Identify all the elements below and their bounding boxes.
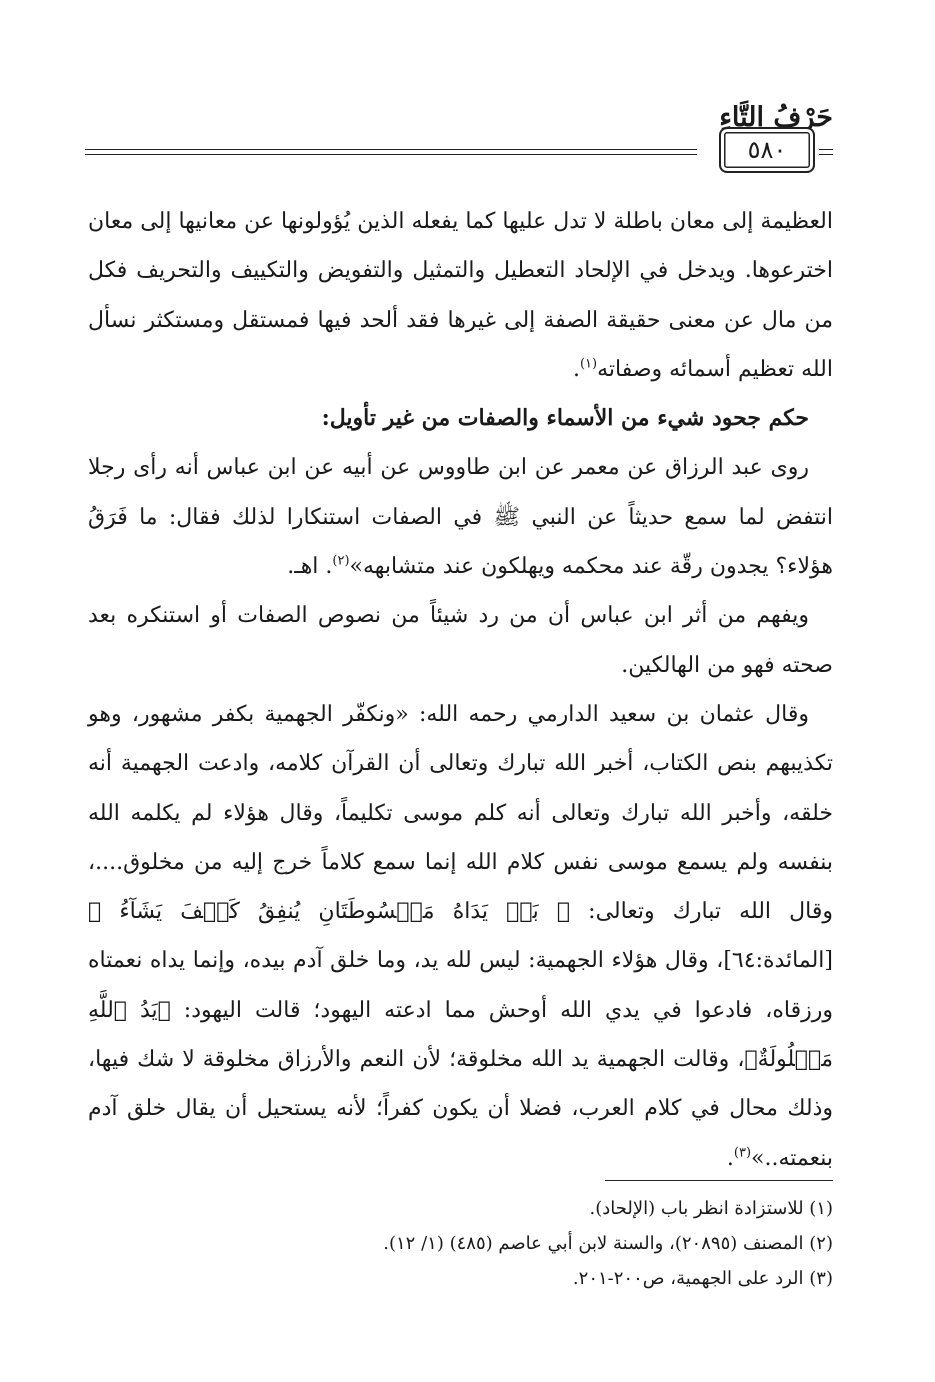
heading-text: حكم جحود شيء من الأسماء والصفات من غير تأويل: <box>321 405 809 432</box>
footnote-2: (٢) المصنف (٢٠٨٩٥)، والسنة لابن أبي عاصم (٤٨٥) (١/ ١٢). <box>383 1233 833 1254</box>
footnote-ref: (١) <box>579 356 598 372</box>
section-heading <box>88 394 833 443</box>
paragraph-tail: . اهـ. <box>287 554 333 580</box>
footnote-1: (١) للاستزادة انظر باب (الإلحاد). <box>589 1198 833 1219</box>
header-double-rule <box>85 149 697 155</box>
paragraph-text: العظيمة إلى معان باطلة لا تدل عليها كما يفعله الذين يُؤولونها عن معانيها إلى معان اخترعوها. ويدخل في الإلحاد التعطيل والتمثيل والتفويض والتكييف والتحريف فكل من مال عن معنى حقيقة الصفة إلى غيرها فقد ألحد فيها فمستقل ومستكثر نسأل الله تعظيم أسمائه وصفاته <box>88 209 833 382</box>
footnote-separator <box>605 1180 833 1181</box>
footnote-3: (٣) الرد على الجهمية، ص٢٠٠-٢٠١. <box>572 1268 833 1289</box>
main-text <box>88 197 833 1183</box>
paragraph-tail: . <box>726 1145 734 1171</box>
paragraph-tail: . <box>572 356 580 382</box>
paragraph-text: ويفهم من أثر ابن عباس أن من رد شيئاً من نصوص الصفات أو استنكره بعد صحته فهو من الهالكين. <box>88 603 833 678</box>
paragraph-understanding <box>88 591 833 690</box>
header-rule-end <box>819 149 833 155</box>
paragraph-text: وقال عثمان بن سعيد الدارمي رحمه الله: «ونكفّر الجهمية بكفر مشهور، وهو تكذيبهم بنص الكتاب، أخبر الله تبارك وتعالى أن القرآن كلامه، وادعت الجهمية أنه خلقه، وأخبر الله تبارك وتعالى أنه كلم موسى تكليماً، وقال هؤلاء لم يكلمه الله بنفسه ولم يسمع موسى نفس كلام الله إنما سمع كلاماً خرج إليه من مخلوق....، وقال الله تبارك وتعالى: ﴿ بَلۡ يَدَاهُ مَبۡسُوطَتَانِ يُنفِقُ كَيۡفَ يَشَآءُ ﴾ [المائدة:٦٤]، وقال هؤلاء الجهمية: ليس لله يد، وما خلق آدم بيده، وإنما يداه نعمتاه ورزقاه، فادعوا في يدي الله أوحش مما ادعته اليهود؛ قالت اليهود: ﴿يَدُ ٱللَّهِ مَغۡلُولَةٌ﴾، وقالت الجهمية يد الله مخلوقة؛ لأن النعم والأرزاق مخلوقة لا شك فيها، وذلك محال في كلام العرب، فضلا أن يكون كفراً؛ لأنه يستحيل أن يقال خلق آدم بنعمته..» <box>88 701 833 1171</box>
footnotes <box>88 1191 833 1296</box>
chapter-title: حَرْفُ التَّاءِ <box>719 102 833 133</box>
paragraph-text: روى عبد الرزاق عن معمر عن ابن طاووس عن أبيه عن ابن عباس أنه رأى رجلا انتفض لما سمع حديثاً عن النبي ﷺ في الصفات استنكارا لذلك فقال: ما فَرَقُ هؤلاء؟ يجدون رقّة عند محكمه ويهلكون عند متشابهه» <box>88 455 833 580</box>
paragraph-continued <box>88 197 833 394</box>
page-number: ٥٨٠ <box>719 127 815 173</box>
footnote-ref: (٣) <box>733 1145 752 1161</box>
page-header <box>85 92 833 182</box>
paragraph-ibn-abbas-narration <box>88 443 833 591</box>
paragraph-darimi-quote <box>88 690 833 1183</box>
footnote-ref: (٢) <box>332 553 350 569</box>
